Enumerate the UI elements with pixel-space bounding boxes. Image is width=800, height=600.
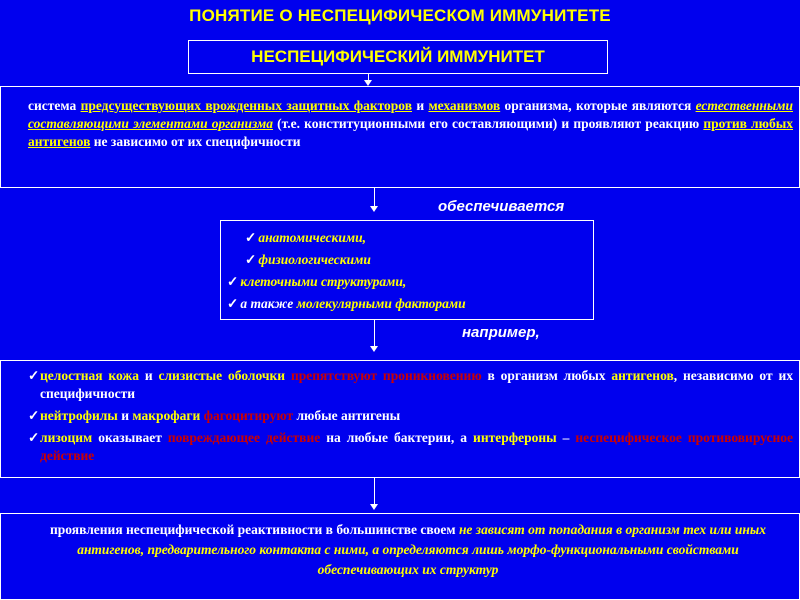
- definition-box: [0, 86, 800, 188]
- provided-label: обеспечивается: [438, 198, 565, 215]
- arrow-down-icon: [370, 206, 378, 212]
- factor-item: ✓ а также молекулярными факторами: [227, 296, 466, 311]
- example-item: ✓ целостная кожа и слизистые оболочки препятствуют проникновению в организм любых антигенов, независимо от их специфичности: [28, 368, 794, 401]
- check-icon: ✓: [227, 296, 239, 311]
- arrow-connector-3: [374, 320, 375, 346]
- arrow-connector-2: [374, 188, 375, 206]
- factor-item: ✓ физиологическими: [245, 252, 371, 267]
- example-label: например,: [462, 324, 540, 341]
- example-item: ✓ нейтрофилы и макрофаги фагоцитируют любые антигены: [28, 408, 401, 423]
- page-title: ПОНЯТИЕ О НЕСПЕЦИФИЧЕСКОМ ИММУНИТЕТЕ: [189, 6, 611, 25]
- definition-text: система предсуществующих врожденных защитных факторов и механизмов организма, которые являются естественными составляющими элементами организма (т.е. конституционными его составляющими) и проявляют реакцию против любых антигенов не зависимо от их специфичности: [28, 98, 793, 149]
- example-item: ✓ лизоцим оказывает повреждающее действие на любые бактерии, а интерфероны – неспецифическое противовирусное действие: [28, 430, 794, 463]
- check-icon: ✓: [28, 368, 40, 383]
- check-icon: ✓: [28, 408, 40, 423]
- arrow-down-icon: [370, 504, 378, 510]
- arrow-connector-4: [374, 478, 375, 504]
- factors-box: [220, 220, 594, 320]
- check-icon: ✓: [227, 274, 239, 289]
- factor-item: ✓ клеточными структурами,: [227, 274, 407, 289]
- conclusion-box: [0, 513, 800, 600]
- examples-box: [0, 360, 800, 478]
- section-heading-box: [188, 40, 608, 74]
- check-icon: ✓: [28, 430, 40, 445]
- check-icon: ✓: [245, 230, 257, 245]
- conclusion-text: проявления неспецифической реактивности в большинстве своем не зависят от попадания в организм тех или иных антигенов, предварительного контакта с ними, а определяются лишь морфо-функциональными свойствами обеспечивающих их структур: [50, 522, 766, 577]
- check-icon: ✓: [245, 252, 257, 267]
- factor-item: ✓ анатомическими,: [245, 230, 366, 245]
- section-heading: НЕСПЕЦИФИЧЕСКИЙ ИММУНИТЕТ: [251, 47, 545, 66]
- arrow-down-icon: [370, 346, 378, 352]
